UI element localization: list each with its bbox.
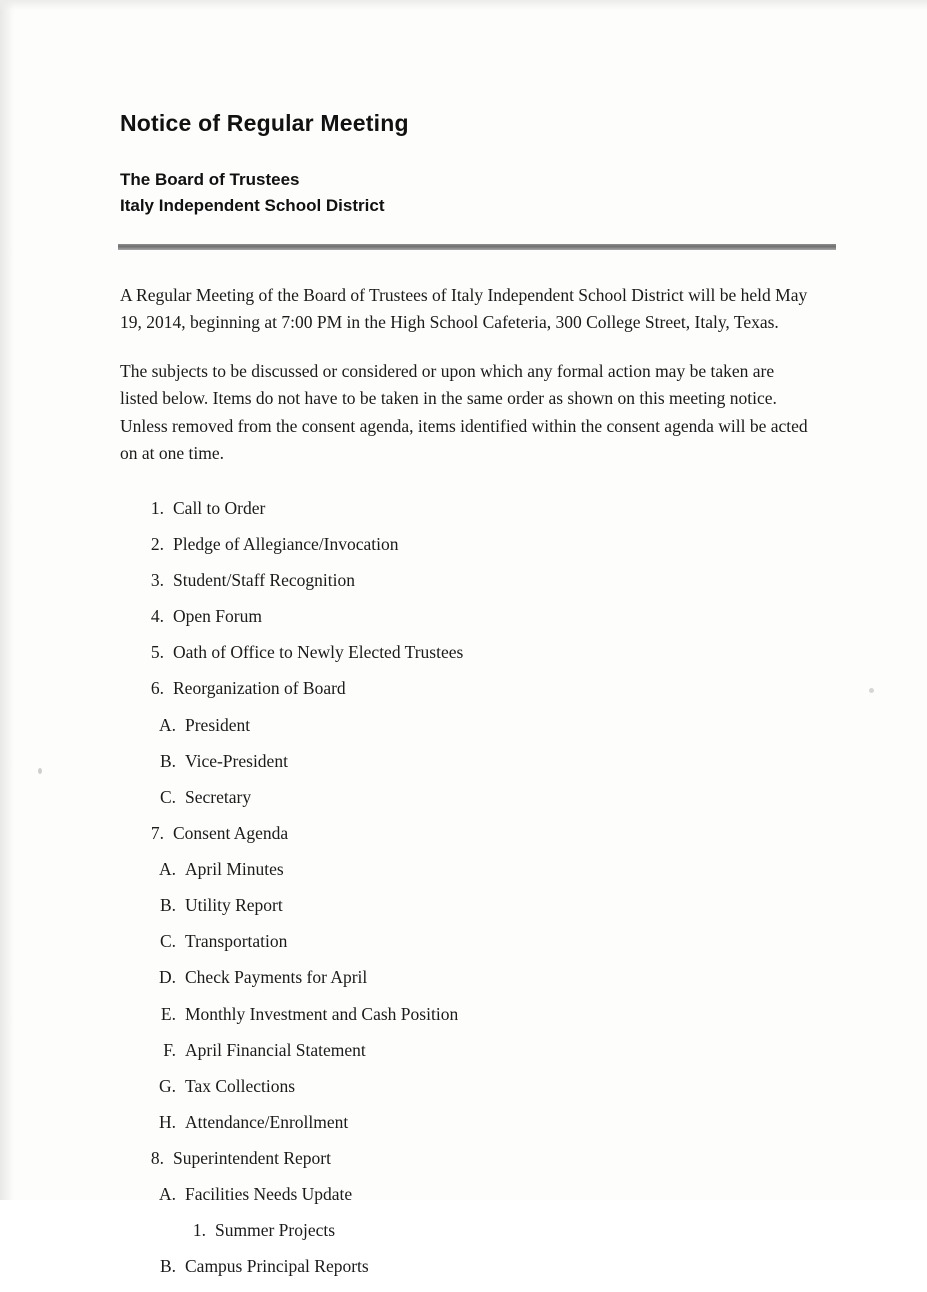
agenda-item-label: Consent Agenda	[173, 822, 289, 843]
agenda-item-label: April Minutes	[185, 859, 284, 879]
agenda-item	[120, 677, 810, 701]
agenda-item	[120, 1039, 810, 1063]
agenda-item-marker: E.	[160, 1003, 176, 1024]
agenda-item-label: Check Payments for April	[185, 967, 368, 988]
agenda-item-marker: C.	[159, 931, 176, 952]
agenda-item	[120, 1147, 810, 1171]
agenda-item	[120, 1075, 810, 1099]
agenda-item	[120, 497, 810, 521]
agenda-item-label: Oath of Office to Newly Elected Trustees	[173, 642, 464, 663]
agenda-item-marker: B.	[159, 895, 176, 916]
agenda-item-marker: A.	[158, 859, 176, 879]
agenda-item-label: Monthly Investment and Cash Position	[185, 1003, 459, 1024]
agenda-item	[120, 1003, 810, 1027]
document-body	[120, 110, 810, 1292]
agenda-list	[120, 497, 810, 1279]
agenda-item	[120, 930, 810, 954]
subtitle-board: The Board of Trustees	[120, 170, 300, 189]
agenda-item	[120, 641, 810, 665]
agenda-item-label: Student/Staff Recognition	[173, 570, 355, 590]
agenda-item-label: Call to Order	[173, 497, 266, 518]
scan-edge-shadow-top	[0, 0, 927, 10]
document-subtitle	[120, 167, 810, 218]
agenda-item-marker: 8.	[150, 1148, 164, 1168]
agenda-item-label: Facilities Needs Update	[185, 1184, 353, 1205]
agenda-item-label: Reorganization of Board	[173, 678, 346, 699]
agenda-item-marker: 5.	[150, 642, 164, 663]
agenda-item-label: Attendance/Enrollment	[185, 1111, 349, 1132]
agenda-item	[120, 894, 810, 918]
agenda-item-label: Transportation	[185, 931, 288, 952]
agenda-item	[120, 750, 810, 774]
agenda-item-marker: D.	[158, 967, 176, 988]
agenda-item	[120, 1183, 810, 1207]
agenda-item-label: Secretary	[185, 786, 252, 807]
agenda-notice-paragraph: The subjects to be discussed or considered or upon which any formal action may be taken are listed below. Items do not have to be taken in the same order as shown on this meeting notice. Unless removed from the consent agenda, items identified within the consent agenda will be acted on at one time.	[120, 361, 808, 463]
agenda-item-label: Summer Projects	[215, 1220, 336, 1241]
agenda-item-marker: 7.	[150, 822, 164, 843]
agenda-item-label: President	[185, 714, 251, 735]
agenda-item-marker: A.	[158, 714, 176, 735]
agenda-item-marker: A.	[158, 1184, 176, 1205]
page-title: Notice of Regular Meeting	[120, 110, 409, 136]
agenda-item	[120, 822, 810, 846]
agenda-item-label: April Financial Statement	[185, 1039, 366, 1060]
agenda-item-marker: B.	[159, 750, 176, 771]
agenda-item-label: Open Forum	[173, 606, 262, 627]
agenda-item-marker: H.	[158, 1111, 176, 1132]
agenda-item	[120, 1111, 810, 1135]
agenda-item	[120, 1219, 810, 1243]
agenda-item-marker: 1.	[150, 497, 164, 518]
agenda-item-marker: 6.	[150, 678, 164, 699]
agenda-item-label: Pledge of Allegiance/Invocation	[173, 533, 399, 554]
agenda-item-label: Utility Report	[185, 895, 283, 916]
agenda-item-label: Vice-President	[185, 750, 288, 771]
subtitle-district: Italy Independent School District	[120, 195, 385, 215]
agenda-item-marker: 3.	[150, 570, 164, 590]
agenda-item-marker: C.	[159, 786, 176, 807]
agenda-item	[120, 1255, 810, 1279]
agenda-item-marker: F.	[163, 1039, 176, 1060]
agenda-item-label: Superintendent Report	[173, 1148, 331, 1168]
agenda-item	[120, 533, 810, 557]
agenda-item	[120, 569, 810, 593]
agenda-item	[120, 786, 810, 810]
scan-speck	[869, 688, 874, 693]
scan-edge-shadow-left	[0, 0, 14, 1200]
agenda-item-marker: 4.	[150, 606, 164, 627]
scan-speck	[38, 768, 42, 774]
agenda-item	[120, 714, 810, 738]
agenda-item	[120, 605, 810, 629]
agenda-item	[120, 966, 810, 990]
meeting-details-paragraph: A Regular Meeting of the Board of Trustees of Italy Independent School District will be held May 19, 2014, beginning at 7:00 PM in the High School Cafeteria, 300 College Street, Italy, Texas.	[120, 285, 808, 333]
horizontal-rule	[118, 244, 836, 250]
agenda-item	[120, 858, 810, 882]
agenda-item-marker: 2.	[150, 533, 164, 554]
agenda-item-label: Campus Principal Reports	[185, 1256, 369, 1277]
agenda-item-marker: 1.	[192, 1220, 206, 1241]
agenda-item-marker: G.	[158, 1075, 176, 1096]
agenda-item-marker: B.	[159, 1256, 176, 1277]
agenda-item-label: Tax Collections	[185, 1075, 296, 1096]
